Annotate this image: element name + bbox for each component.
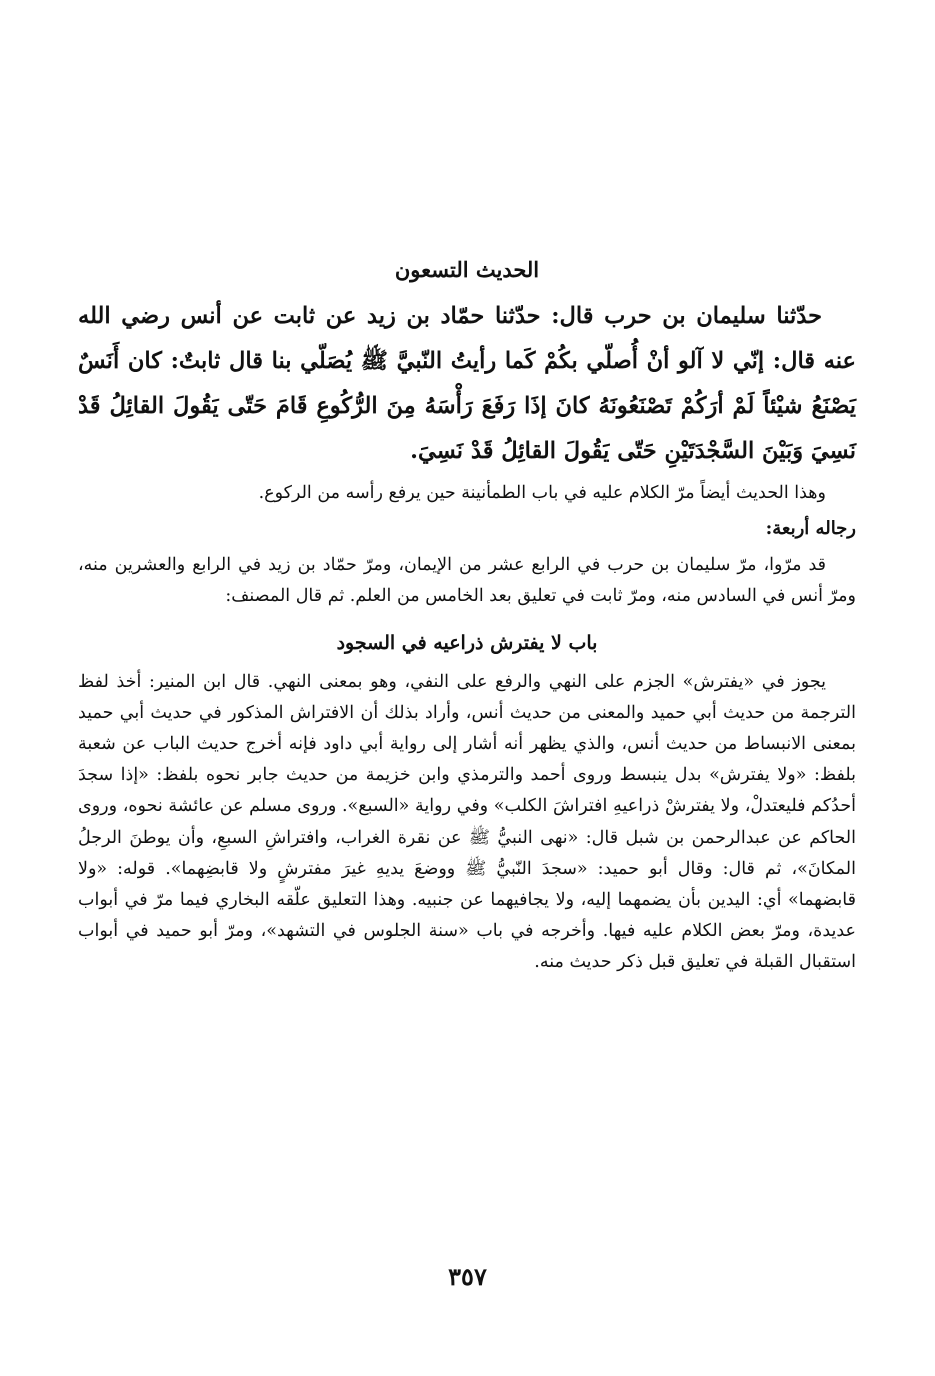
commentary-paragraph: يجوز في «يفترش» الجزم على النهي والرفع على النفي، وهو بمعنى النهي. قال ابن المنير: أخذ لفظ الترجمة من حديث أبي حميد والمعنى من حديث أنس، وأراد بذلك أن الافتراش المذكور في حديث أبي حميد بمعنى الانبساط من حديث أنس، والذي يظهر أنه أشار إلى رواية أبي داود فإنه أخرج حديث الباب عن شعبة بلفظ: «ولا يفترش» بدل ينبسط وروى أحمد والترمذي وابن خزيمة من حديث جابر نحوه بلفظ: «إذا سجدَ أحدُكم فليعتدلْ، ولا يفترشْ ذراعيهِ افتراشَ الكلب» وفي رواية «السبع». وروى مسلم عن عائشة نحوه، وروى الحاكم عن عبدالرحمن بن شبل قال: «نهى النبيُّ ﷺ عن نقرة الغراب، وافتراشِ السبعِ، وأن يوطنَ الرجلُ المكانَ»، ثم قال: وقال أبو حميد: «سجدَ النّبيُّ ﷺ ووضعَ يديهِ غيرَ مفترشٍ ولا قابضِهما». قوله: «ولا قابضهما» أي: اليدين بأن يضمهما إليه، ولا يجافيهما عن جنبيه. وهذا التعليق علّقه البخاري فيما مرّ في أبواب عديدة، ومرّ بعض الكلام عليه فيها. وأخرجه في باب «سنة الجلوس في التشهد»، ومرّ أبو حميد في أبواب استقبال القبلة في تعليق قبل ذكر حديث منه. — [78, 671, 856, 973]
narrators-label: رجاله أربعة: — [765, 517, 856, 539]
page-body — [78, 252, 856, 979]
page-number: ٣٥٧ — [448, 1262, 487, 1291]
hadith-text: حدّثنا سليمان بن حرب قال: حدّثنا حمّاد بن زيد عن ثابت عن أنس رضي الله عنه قال: إنّي لا آلو أنْ أُصلّي بكُمْ كَما رأيتُ النّبيَّ ﷺ يُصَلّي بنا قال ثابتٌ: كان أَنَسٌ يَصْنَعُ شيْئاً لَمْ أرَكُمْ تَصْنَعُونَهُ كانَ إذَا رَفَعَ رَأْسَهُ مِنَ الرُّكُوعِ قَامَ حَتّى يَقُولَ القائِلُ قَدْ نَسِيَ وَبَيْنَ السَّجْدَتَيْنِ حَتّى يَقُولَ القائِلُ قَدْ نَسِيَ. — [78, 303, 856, 464]
hadith-heading: الحديث التسعون — [394, 257, 540, 282]
narrators-paragraph: قد مرّوا، مرّ سليمان بن حرب في الرابع عشر من الإيمان، ومرّ حمّاد بن زيد في الرابع والعشرين منه، ومرّ أنس في السادس منه، ومرّ ثابت في تعليق بعد الخامس من العلم. ثم قال المصنف: — [78, 554, 856, 606]
chapter-heading: باب لا يفترش ذراعيه في السجود — [336, 631, 598, 654]
note-paragraph: وهذا الحديث أيضاً مرّ الكلام عليه في باب الطمأنينة حين يرفع رأسه من الركوع. — [258, 483, 826, 503]
